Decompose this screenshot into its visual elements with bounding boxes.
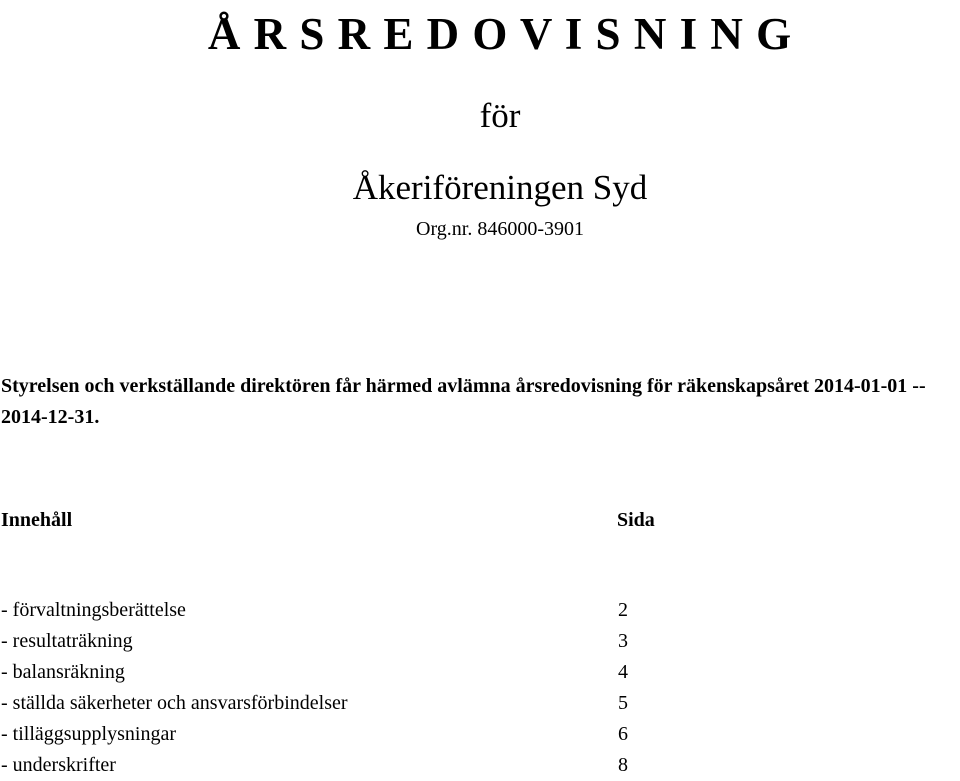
toc-item-label: - balansräkning xyxy=(1,661,125,683)
toc-item-underskrifter xyxy=(1,750,701,781)
toc-item-page: 5 xyxy=(618,692,628,714)
toc-item-label: - förvaltningsberättelse xyxy=(1,599,186,621)
organization-number: Org.nr. 846000-3901 xyxy=(416,218,584,240)
intro-paragraph: Styrelsen och verkställande direktören får härmed avlämna årsredovisning för räkenskapsåret 2014-01-01 -- 2014-12-31. xyxy=(1,375,926,428)
toc-item-page: 6 xyxy=(618,723,628,745)
toc-item-page: 8 xyxy=(618,754,628,776)
toc-item-page: 4 xyxy=(618,661,628,683)
table-of-contents xyxy=(1,595,701,781)
toc-item-page: 2 xyxy=(618,599,628,621)
toc-item-stallda-sakerheter xyxy=(1,688,701,719)
toc-item-label: - underskrifter xyxy=(1,754,116,776)
for-text: för xyxy=(479,96,521,135)
toc-header-contents: Innehåll xyxy=(1,509,73,531)
toc-item-tillaggsupplysningar xyxy=(1,719,701,750)
toc-item-balansrakning xyxy=(1,657,701,688)
organization-name: Åkeriföreningen Syd xyxy=(352,168,648,207)
document-title: Å R S R E D O V I S N I N G xyxy=(207,9,793,59)
toc-header-page: Sida xyxy=(617,509,655,531)
toc-item-page: 3 xyxy=(618,630,628,652)
toc-item-forvaltningsberattelse xyxy=(1,595,701,626)
toc-item-label: - ställda säkerheter och ansvarsförbindelser xyxy=(1,692,348,714)
toc-item-label: - tilläggsupplysningar xyxy=(1,723,176,745)
toc-item-label: - resultaträkning xyxy=(1,630,133,652)
toc-item-resultatrakning xyxy=(1,626,701,657)
